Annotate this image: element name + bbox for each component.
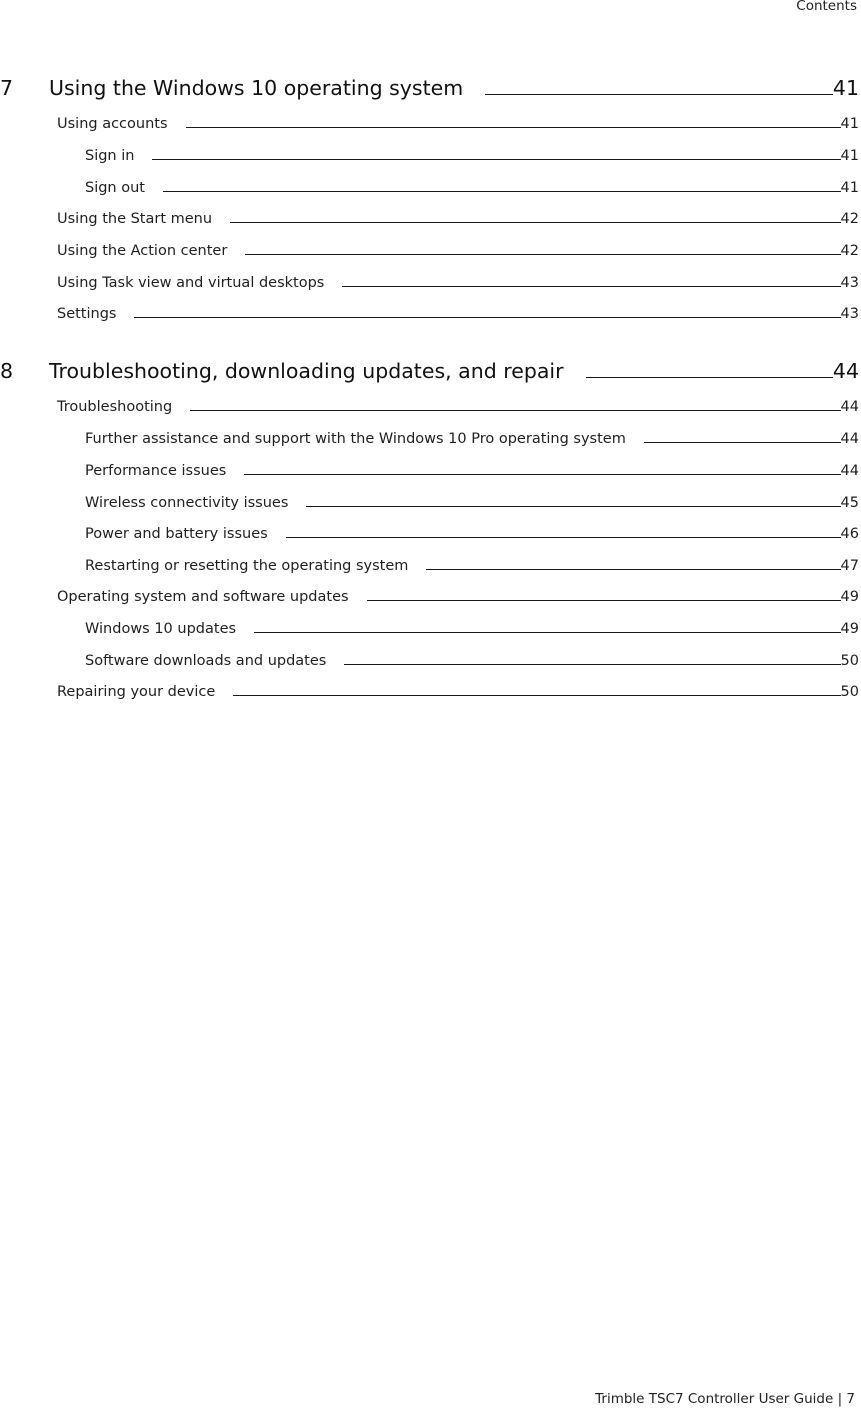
entry-title: Settings [57, 306, 117, 322]
page-number: 41 [832, 76, 859, 100]
running-header: Contents [796, 0, 857, 14]
toc-entry[interactable] [57, 116, 859, 132]
toc-entry[interactable] [57, 211, 859, 227]
dot-leader [306, 506, 840, 507]
page-number: 42 [840, 243, 859, 259]
page-number: 49 [840, 589, 859, 605]
entry-title: Repairing your device [57, 684, 216, 700]
toc-entry[interactable] [85, 495, 859, 511]
dot-leader [367, 600, 841, 601]
entry-title: Performance issues [85, 463, 227, 479]
toc-chapter-7[interactable] [0, 76, 859, 100]
chapter-title: Troubleshooting, downloading updates, and repair [49, 359, 564, 383]
toc-chapter-8[interactable] [0, 359, 859, 383]
toc-entry[interactable] [85, 621, 859, 637]
page-number: 44 [840, 399, 859, 415]
entry-title: Using the Start menu [57, 211, 213, 227]
dot-leader [342, 286, 840, 287]
entry-title: Sign out [85, 180, 145, 196]
page-number: 41 [840, 116, 859, 132]
toc-entry[interactable] [85, 148, 859, 164]
entry-title: Using Task view and virtual desktops [57, 275, 325, 291]
dot-leader [190, 410, 840, 411]
entry-title: Troubleshooting [57, 399, 173, 415]
page-number: 45 [840, 495, 859, 511]
toc-entry[interactable] [85, 431, 859, 447]
page-number: 49 [840, 621, 859, 637]
dot-leader [186, 127, 841, 128]
dot-leader [233, 695, 840, 696]
dot-leader [644, 442, 841, 443]
page-number: 43 [840, 275, 859, 291]
toc-entry[interactable] [57, 275, 859, 291]
toc-entry[interactable] [85, 653, 859, 669]
page-number: 50 [840, 684, 859, 700]
dot-leader [134, 317, 840, 318]
entry-title: Sign in [85, 148, 135, 164]
entry-title: Wireless connectivity issues [85, 495, 289, 511]
dot-leader [244, 474, 840, 475]
page-number: 46 [840, 526, 859, 542]
dot-leader [152, 159, 840, 160]
chapter-title: Using the Windows 10 operating system [49, 76, 464, 100]
entry-title: Further assistance and support with the Windows 10 Pro operating system [85, 431, 626, 447]
toc-entry[interactable] [57, 243, 859, 259]
chapter-number: 8 [0, 359, 14, 383]
page-number: 43 [840, 306, 859, 322]
entry-title: Using accounts [57, 116, 168, 132]
dot-leader [245, 254, 840, 255]
toc-entry[interactable] [85, 180, 859, 196]
toc-entry[interactable] [57, 589, 859, 605]
toc-entry[interactable] [85, 558, 859, 574]
page-number: 44 [840, 431, 859, 447]
toc-entry[interactable] [85, 463, 859, 479]
dot-leader [344, 664, 840, 665]
entry-title: Restarting or resetting the operating system [85, 558, 409, 574]
dot-leader [426, 569, 840, 570]
page-number: 41 [840, 148, 859, 164]
page-number: 42 [840, 211, 859, 227]
entry-title: Software downloads and updates [85, 653, 327, 669]
dot-leader [286, 537, 841, 538]
toc-entry[interactable] [57, 306, 859, 322]
entry-title: Using the Action center [57, 243, 228, 259]
dot-leader [254, 632, 841, 633]
entry-title: Windows 10 updates [85, 621, 237, 637]
entry-title: Power and battery issues [85, 526, 268, 542]
toc-entry[interactable] [57, 684, 859, 700]
page-number: 47 [840, 558, 859, 574]
toc-entry[interactable] [57, 399, 859, 415]
page-number: 44 [832, 359, 859, 383]
page-number: 50 [840, 653, 859, 669]
toc-entry[interactable] [85, 526, 859, 542]
dot-leader [485, 94, 833, 95]
entry-title: Operating system and software updates [57, 589, 349, 605]
dot-leader [586, 377, 833, 378]
chapter-number: 7 [0, 76, 14, 100]
page-number: 41 [840, 180, 859, 196]
page-footer: Trimble TSC7 Controller User Guide | 7 [595, 1391, 855, 1407]
dot-leader [230, 222, 840, 223]
page-number: 44 [840, 463, 859, 479]
dot-leader [163, 191, 841, 192]
